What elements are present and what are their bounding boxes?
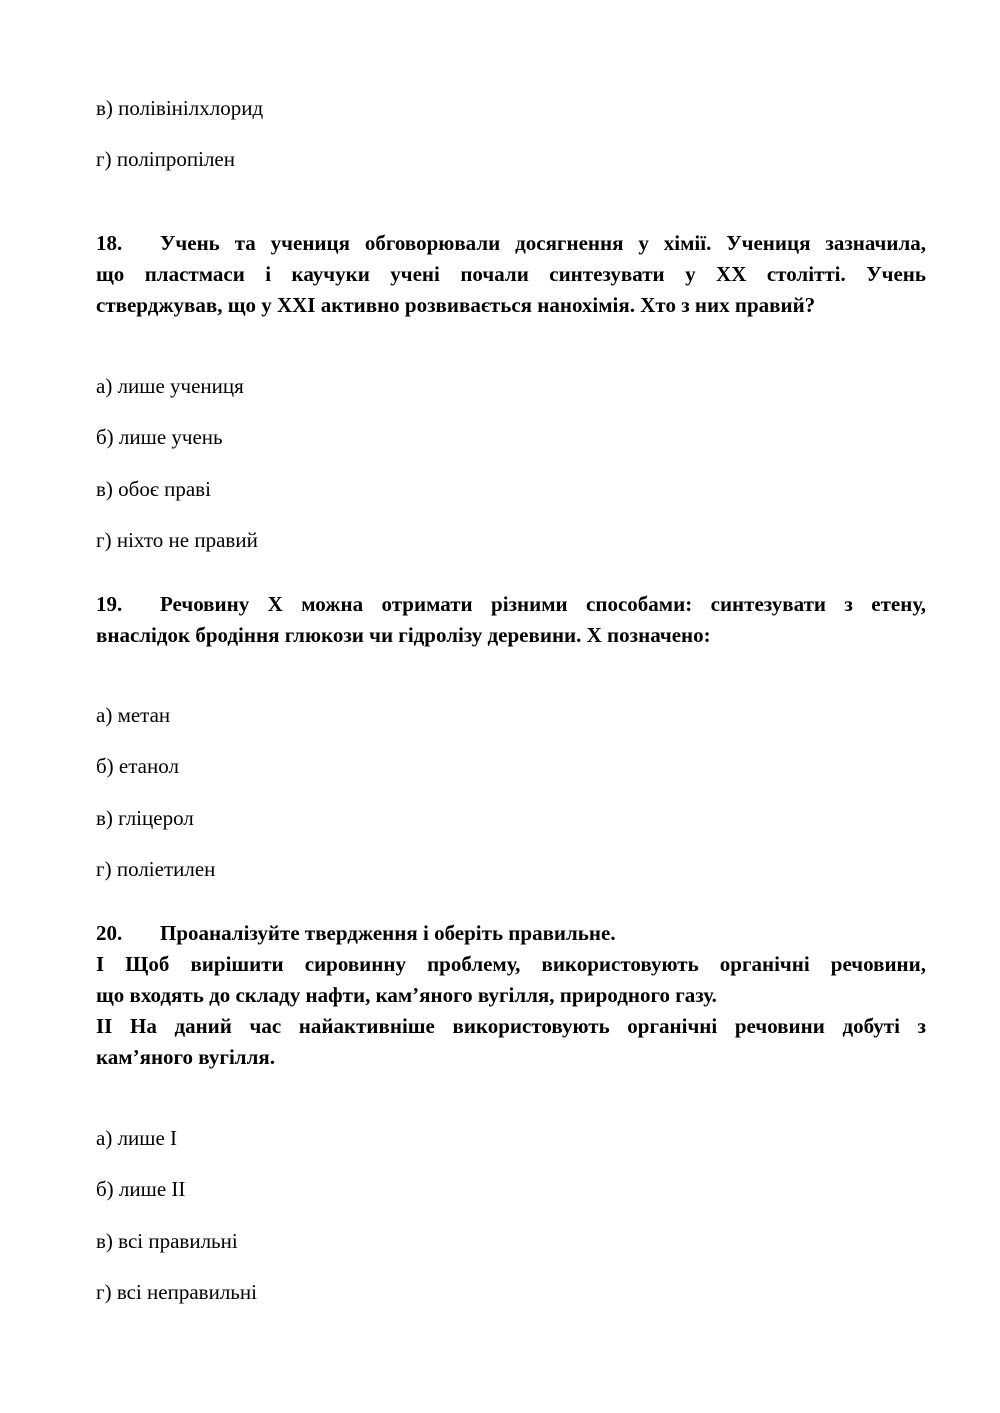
question-number: 19. — [96, 592, 123, 616]
option-19-v: в) гліцерол — [96, 806, 194, 830]
option-18-a: а) лише учениця — [96, 374, 244, 398]
option-18-v: в) обоє праві — [96, 477, 211, 501]
question-18 — [96, 228, 926, 321]
option-prev-g: г) поліпропілен — [96, 147, 235, 171]
option-19-a: а) метан — [96, 703, 171, 727]
option-19-g: г) поліетилен — [96, 857, 216, 881]
option-20-g: г) всі неправильні — [96, 1280, 257, 1304]
question-text-line: Речовину Х можна отримати різними способами: синтезувати з етену, — [160, 592, 926, 616]
question-text-line: І Щоб вирішити сировинну проблему, використовують органічні речовини, — [96, 952, 926, 976]
option-20-a: а) лише І — [96, 1126, 178, 1150]
option-18-g: г) ніхто не правий — [96, 528, 258, 552]
option-prev-v: в) полівінілхлорид — [96, 96, 264, 120]
question-text-line: Учень та учениця обговорювали досягнення у хімії. Учениця зазначила, — [160, 231, 926, 255]
option-18-b: б) лише учень — [96, 425, 223, 449]
question-text-line: кам’яного вугілля. — [96, 1045, 275, 1069]
question-text-line: що входять до складу нафти, кам’яного вугілля, природного газу. — [96, 983, 717, 1007]
question-text-line: стверджував, що у ХХІ активно розвивається нанохімія. Хто з них правий? — [96, 293, 816, 317]
option-19-b: б) етанол — [96, 754, 179, 778]
option-20-v: в) всі правильні — [96, 1229, 238, 1253]
question-number: 18. — [96, 231, 123, 255]
question-20 — [96, 918, 926, 1073]
question-number: 20. — [96, 921, 123, 945]
question-19 — [96, 589, 926, 651]
question-text-line: ІІ На даний час найактивніше використовують органічні речовини добуті з — [96, 1014, 926, 1038]
question-text-line: що пластмаси і каучуки учені почали синтезувати у ХХ столітті. Учень — [96, 262, 926, 286]
question-text-line: внаслідок бродіння глюкози чи гідролізу деревини. Х позначено: — [96, 623, 711, 647]
question-text-line: Проаналізуйте твердження і оберіть правильне. — [160, 921, 616, 945]
option-20-b: б) лише ІІ — [96, 1177, 186, 1201]
